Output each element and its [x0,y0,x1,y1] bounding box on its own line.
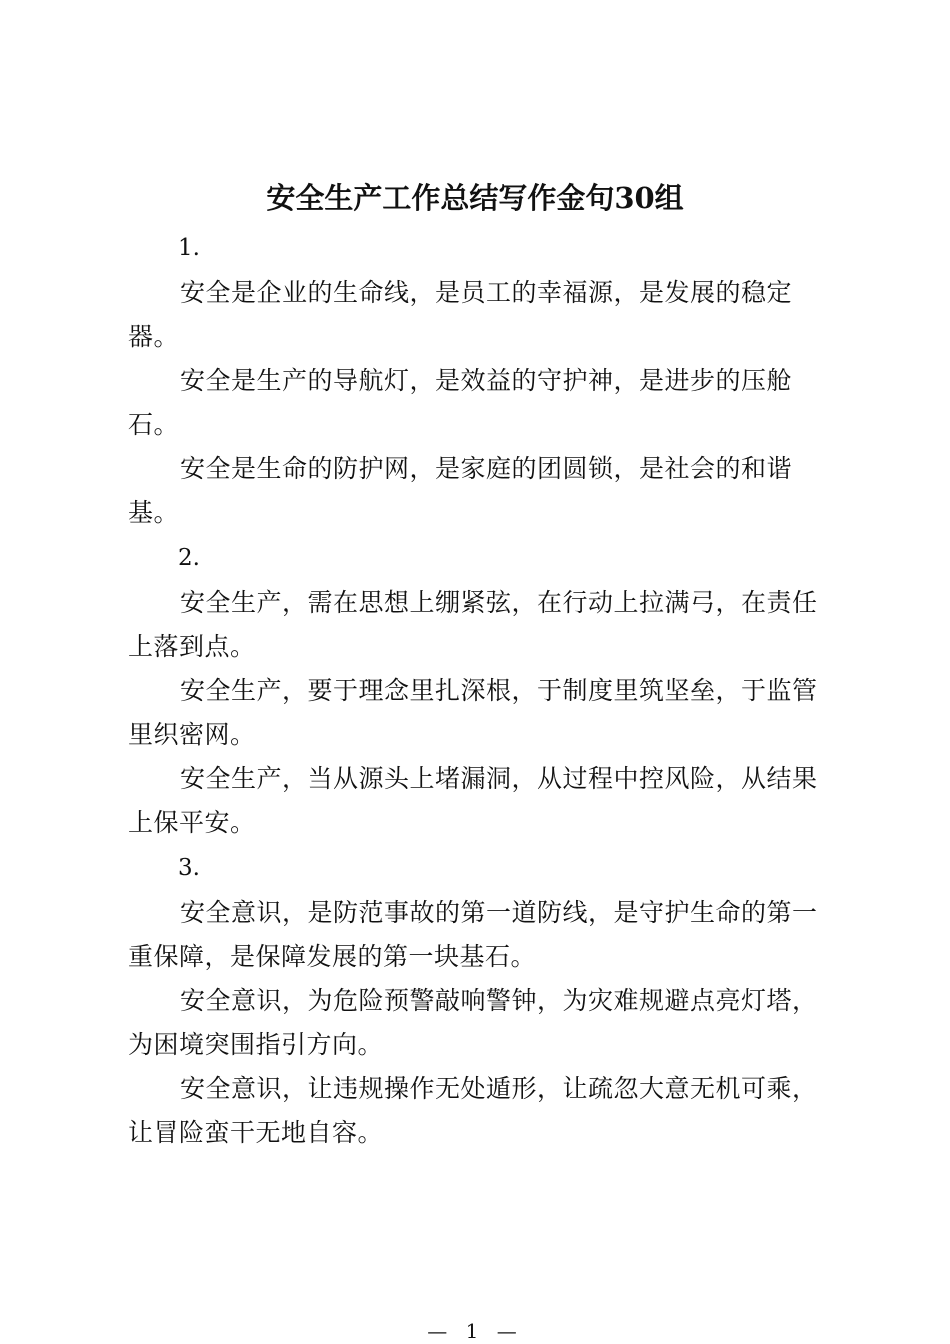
paragraph: 安全意识，为危险预警敲响警钟，为灾难规避点亮灯塔，为困境突围指引方向。 [128,986,818,1059]
paragraph: 安全是生命的防护网，是家庭的团圆锁，是社会的和谐基。 [128,454,793,527]
paragraph: 安全生产，需在思想上绷紧弦，在行动上拉满弓，在责任上落到点。 [128,588,818,661]
document-title: 安全生产工作总结写作金句30组 [266,181,684,215]
section-1 [128,225,820,535]
section-3 [128,845,820,1155]
section-number: 3. [178,855,200,881]
paragraph: 安全意识，让违规操作无处遁形，让疏忽大意无机可乘，让冒险蛮干无地自容。 [128,1074,818,1147]
section-number: 2. [178,545,200,571]
paragraph: 安全意识，是防范事故的第一道防线，是守护生命的第一重保障，是保障发展的第一块基石。 [128,898,818,971]
paragraph: 安全是企业的生命线，是员工的幸福源，是发展的稳定器。 [128,278,793,351]
section-number: 1. [178,235,200,261]
section-2 [128,535,820,845]
paragraph: 安全是生产的导航灯，是效益的守护神，是进步的压舱石。 [128,366,793,439]
paragraph: 安全生产，当从源头上堵漏洞，从过程中控风险，从结果上保平安。 [128,764,818,837]
document-body [128,225,820,1155]
paragraph: 安全生产，要于理念里扎深根，于制度里筑坚垒，于监管里织密网。 [128,676,818,749]
page-number: — 1 — [427,1319,523,1343]
